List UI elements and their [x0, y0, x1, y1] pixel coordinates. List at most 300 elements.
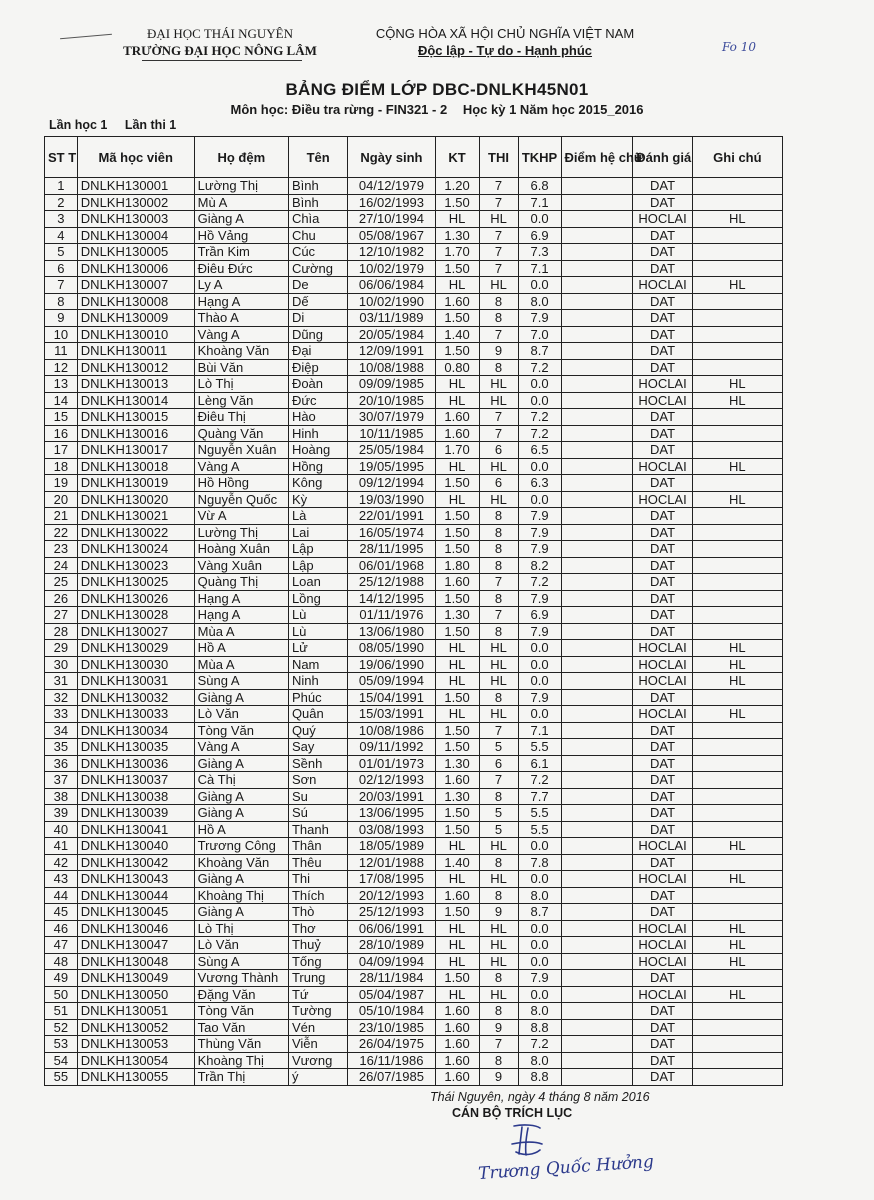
birthdate-cell: 28/11/1995	[348, 541, 435, 558]
stt-cell: 34	[45, 722, 78, 739]
exam-cell: 9	[479, 1069, 518, 1086]
letter-grade-cell	[561, 409, 633, 426]
evaluation-cell: HOCLAI	[633, 376, 692, 393]
kt-cell: 1.60	[435, 574, 479, 591]
kt-cell: 1.60	[435, 1036, 479, 1053]
birthdate-cell: 04/12/1979	[348, 178, 435, 195]
surname-cell: Khoàng Văn	[194, 343, 288, 360]
table-row	[45, 491, 783, 508]
student-id-cell: DNLKH130041	[77, 821, 194, 838]
note-cell	[692, 904, 782, 921]
birthdate-cell: 19/03/1990	[348, 491, 435, 508]
header-surname: Họ đệm	[194, 137, 288, 178]
tkhp-cell: 8.0	[518, 293, 561, 310]
student-id-cell: DNLKH130050	[77, 986, 194, 1003]
birthdate-cell: 05/09/1994	[348, 673, 435, 690]
kt-cell: HL	[435, 937, 479, 954]
evaluation-cell: DAT	[633, 260, 692, 277]
document-title: BẢNG ĐIỂM LỚP DBC-DNLKH45N01	[285, 80, 589, 99]
stt-cell: 39	[45, 805, 78, 822]
exam-cell: 9	[479, 904, 518, 921]
evaluation-cell: DAT	[633, 194, 692, 211]
note-cell	[692, 1036, 782, 1053]
tkhp-cell: 0.0	[518, 937, 561, 954]
evaluation-cell: HOCLAI	[633, 458, 692, 475]
tkhp-cell: 7.1	[518, 260, 561, 277]
kt-cell: 1.70	[435, 244, 479, 261]
letter-grade-cell	[561, 326, 633, 343]
student-id-cell: DNLKH130039	[77, 805, 194, 822]
letter-grade-cell	[561, 970, 633, 987]
given-name-cell: Cường	[288, 260, 347, 277]
stt-cell: 35	[45, 739, 78, 756]
stt-cell: 28	[45, 623, 78, 640]
kt-cell: 1.60	[435, 1019, 479, 1036]
tkhp-cell: 8.2	[518, 557, 561, 574]
kt-cell: 1.60	[435, 1003, 479, 1020]
student-id-cell: DNLKH130010	[77, 326, 194, 343]
attempt-info	[49, 118, 190, 132]
table-row	[45, 673, 783, 690]
evaluation-cell: DAT	[633, 425, 692, 442]
birthdate-cell: 06/06/1984	[348, 277, 435, 294]
student-id-cell: DNLKH130020	[77, 491, 194, 508]
note-cell	[692, 574, 782, 591]
given-name-cell: Nam	[288, 656, 347, 673]
letter-grade-cell	[561, 491, 633, 508]
evaluation-cell: DAT	[633, 1052, 692, 1069]
kt-cell: 1.30	[435, 227, 479, 244]
kt-cell: 1.50	[435, 260, 479, 277]
given-name-cell: Tứ	[288, 986, 347, 1003]
table-row	[45, 887, 783, 904]
header-tkhp: TKHP	[518, 137, 561, 178]
evaluation-cell: DAT	[633, 755, 692, 772]
birthdate-cell: 03/11/1989	[348, 310, 435, 327]
surname-cell: Nguyễn Quốc	[194, 491, 288, 508]
exam-cell: HL	[479, 392, 518, 409]
given-name-cell: Thích	[288, 887, 347, 904]
student-id-cell: DNLKH130023	[77, 557, 194, 574]
surname-cell: Ly A	[194, 277, 288, 294]
student-id-cell: DNLKH130049	[77, 970, 194, 987]
letter-grade-cell	[561, 920, 633, 937]
birthdate-cell: 15/04/1991	[348, 689, 435, 706]
evaluation-cell: DAT	[633, 359, 692, 376]
exam-cell: HL	[479, 491, 518, 508]
table-row	[45, 244, 783, 261]
table-row	[45, 425, 783, 442]
stt-cell: 18	[45, 458, 78, 475]
exam-cell: 7	[479, 409, 518, 426]
note-cell	[692, 178, 782, 195]
table-row	[45, 854, 783, 871]
table-row	[45, 1019, 783, 1036]
birthdate-cell: 09/09/1985	[348, 376, 435, 393]
kt-cell: 1.50	[435, 508, 479, 525]
letter-grade-cell	[561, 359, 633, 376]
note-cell	[692, 1019, 782, 1036]
table-row	[45, 1069, 783, 1086]
given-name-cell: Di	[288, 310, 347, 327]
note-cell	[692, 260, 782, 277]
exam-cell: 7	[479, 227, 518, 244]
letter-grade-cell	[561, 904, 633, 921]
stt-cell: 38	[45, 788, 78, 805]
national-motto: Độc lập - Tự do - Hạnh phúc	[417, 43, 593, 58]
exam-cell: 8	[479, 310, 518, 327]
student-id-cell: DNLKH130030	[77, 656, 194, 673]
birthdate-cell: 08/05/1990	[348, 640, 435, 657]
evaluation-cell: DAT	[633, 904, 692, 921]
given-name-cell: Viễn	[288, 1036, 347, 1053]
tkhp-cell: 6.3	[518, 475, 561, 492]
exam-cell: 7	[479, 326, 518, 343]
letter-grade-cell	[561, 1036, 633, 1053]
tkhp-cell: 7.9	[518, 970, 561, 987]
surname-cell: Lường Thị	[194, 178, 288, 195]
header-evaluation: Đánh giá	[633, 137, 692, 178]
letter-grade-cell	[561, 706, 633, 723]
birthdate-cell: 05/04/1987	[348, 986, 435, 1003]
evaluation-cell: DAT	[633, 739, 692, 756]
tkhp-cell: 7.2	[518, 359, 561, 376]
stt-cell: 40	[45, 821, 78, 838]
table-row	[45, 953, 783, 970]
note-cell	[692, 541, 782, 558]
tkhp-cell: 7.9	[518, 310, 561, 327]
letter-grade-cell	[561, 772, 633, 789]
surname-cell: Vàng Xuân	[194, 557, 288, 574]
kt-cell: 1.50	[435, 970, 479, 987]
kt-cell: 1.60	[435, 887, 479, 904]
kt-cell: 1.50	[435, 805, 479, 822]
birthdate-cell: 28/10/1989	[348, 937, 435, 954]
table-row	[45, 871, 783, 888]
evaluation-cell: HOCLAI	[633, 277, 692, 294]
table-row	[45, 178, 783, 195]
kt-cell: HL	[435, 656, 479, 673]
note-cell: HL	[692, 706, 782, 723]
birthdate-cell: 06/06/1991	[348, 920, 435, 937]
letter-grade-cell	[561, 1069, 633, 1086]
surname-cell: Khoàng Thị	[194, 1052, 288, 1069]
table-row	[45, 689, 783, 706]
exam-cell: HL	[479, 640, 518, 657]
letter-grade-cell	[561, 260, 633, 277]
exam-cell: HL	[479, 673, 518, 690]
birthdate-cell: 22/01/1991	[348, 508, 435, 525]
birthdate-cell: 05/08/1967	[348, 227, 435, 244]
kt-cell: 1.60	[435, 293, 479, 310]
student-id-cell: DNLKH130048	[77, 953, 194, 970]
exam-cell: HL	[479, 986, 518, 1003]
table-header	[45, 137, 783, 178]
stt-cell: 8	[45, 293, 78, 310]
kt-cell: 1.60	[435, 425, 479, 442]
note-cell	[692, 590, 782, 607]
stt-cell: 55	[45, 1069, 78, 1086]
table-row	[45, 838, 783, 855]
student-id-cell: DNLKH130003	[77, 211, 194, 228]
student-id-cell: DNLKH130019	[77, 475, 194, 492]
birthdate-cell: 09/11/1992	[348, 739, 435, 756]
birthdate-cell: 01/01/1973	[348, 755, 435, 772]
surname-cell: Trần Kim	[194, 244, 288, 261]
given-name-cell: Ninh	[288, 673, 347, 690]
evaluation-cell: HOCLAI	[633, 953, 692, 970]
tkhp-cell: 7.9	[518, 524, 561, 541]
nation-name: CỘNG HÒA XÃ HỘI CHỦ NGHĨA VIỆT NAM	[375, 26, 635, 41]
exam-cell: 7	[479, 244, 518, 261]
stt-cell: 48	[45, 953, 78, 970]
surname-cell: Hoàng Xuân	[194, 541, 288, 558]
given-name-cell: Vén	[288, 1019, 347, 1036]
kt-cell: 1.70	[435, 442, 479, 459]
grade-table	[44, 136, 783, 1086]
student-id-cell: DNLKH130026	[77, 590, 194, 607]
exam-cell: 6	[479, 755, 518, 772]
stt-cell: 5	[45, 244, 78, 261]
student-id-cell: DNLKH130005	[77, 244, 194, 261]
tkhp-cell: 8.8	[518, 1069, 561, 1086]
surname-cell: Lò Văn	[194, 706, 288, 723]
exam-cell: 8	[479, 590, 518, 607]
given-name-cell: Trung	[288, 970, 347, 987]
student-id-cell: DNLKH130021	[77, 508, 194, 525]
letter-grade-cell	[561, 887, 633, 904]
stt-cell: 1	[45, 178, 78, 195]
exam-cell: 8	[479, 1003, 518, 1020]
stt-cell: 23	[45, 541, 78, 558]
kt-cell: HL	[435, 706, 479, 723]
tkhp-cell: 0.0	[518, 376, 561, 393]
exam-cell: 8	[479, 508, 518, 525]
note-cell	[692, 293, 782, 310]
study-attempt: Lần học 1	[49, 118, 108, 132]
given-name-cell: Thi	[288, 871, 347, 888]
kt-cell: HL	[435, 871, 479, 888]
given-name-cell: Đại	[288, 343, 347, 360]
tkhp-cell: 0.0	[518, 656, 561, 673]
surname-cell: Giàng A	[194, 871, 288, 888]
evaluation-cell: DAT	[633, 178, 692, 195]
surname-cell: Khoàng Thị	[194, 887, 288, 904]
student-id-cell: DNLKH130008	[77, 293, 194, 310]
stt-cell: 16	[45, 425, 78, 442]
table-row	[45, 986, 783, 1003]
stt-cell: 10	[45, 326, 78, 343]
exam-cell: HL	[479, 376, 518, 393]
note-cell: HL	[692, 838, 782, 855]
given-name-cell: Quý	[288, 722, 347, 739]
exam-cell: 8	[479, 854, 518, 871]
surname-cell: Thùng Văn	[194, 1036, 288, 1053]
table-row	[45, 1003, 783, 1020]
stt-cell: 52	[45, 1019, 78, 1036]
kt-cell: HL	[435, 392, 479, 409]
stt-cell: 44	[45, 887, 78, 904]
student-id-cell: DNLKH130018	[77, 458, 194, 475]
surname-cell: Giàng A	[194, 755, 288, 772]
note-cell	[692, 359, 782, 376]
table-row	[45, 524, 783, 541]
evaluation-cell: HOCLAI	[633, 937, 692, 954]
birthdate-cell: 14/12/1995	[348, 590, 435, 607]
note-cell	[692, 194, 782, 211]
stt-cell: 13	[45, 376, 78, 393]
surname-cell: Vương Thành	[194, 970, 288, 987]
given-name-cell: Lử	[288, 640, 347, 657]
student-id-cell: DNLKH130035	[77, 739, 194, 756]
letter-grade-cell	[561, 1019, 633, 1036]
evaluation-cell: HOCLAI	[633, 656, 692, 673]
note-cell	[692, 310, 782, 327]
stt-cell: 22	[45, 524, 78, 541]
tkhp-cell: 8.8	[518, 1019, 561, 1036]
birthdate-cell: 30/07/1979	[348, 409, 435, 426]
course-subtitle	[0, 102, 874, 117]
note-cell: HL	[692, 920, 782, 937]
exam-cell: 7	[479, 1036, 518, 1053]
exam-cell: HL	[479, 871, 518, 888]
evaluation-cell: DAT	[633, 607, 692, 624]
tkhp-cell: 7.0	[518, 326, 561, 343]
tkhp-cell: 6.1	[518, 755, 561, 772]
tkhp-cell: 0.0	[518, 871, 561, 888]
table-row	[45, 508, 783, 525]
tkhp-cell: 0.0	[518, 211, 561, 228]
birthdate-cell: 12/01/1988	[348, 854, 435, 871]
surname-cell: Thào A	[194, 310, 288, 327]
letter-grade-cell	[561, 755, 633, 772]
tkhp-cell: 7.2	[518, 1036, 561, 1053]
exam-cell: 7	[479, 722, 518, 739]
student-id-cell: DNLKH130052	[77, 1019, 194, 1036]
tkhp-cell: 8.7	[518, 343, 561, 360]
exam-cell: 7	[479, 260, 518, 277]
place-date: Thái Nguyên, ngày 4 tháng 8 năm 2016	[430, 1090, 650, 1104]
birthdate-cell: 26/04/1975	[348, 1036, 435, 1053]
note-cell	[692, 755, 782, 772]
surname-cell: Hồ Vảng	[194, 227, 288, 244]
letter-grade-cell	[561, 590, 633, 607]
exam-cell: HL	[479, 211, 518, 228]
exam-cell: 7	[479, 178, 518, 195]
note-cell	[692, 1052, 782, 1069]
surname-cell: Lèng Văn	[194, 392, 288, 409]
birthdate-cell: 23/10/1985	[348, 1019, 435, 1036]
surname-cell: Lường Thị	[194, 524, 288, 541]
birthdate-cell: 17/08/1995	[348, 871, 435, 888]
surname-cell: Mùa A	[194, 656, 288, 673]
letter-grade-cell	[561, 838, 633, 855]
birthdate-cell: 19/05/1995	[348, 458, 435, 475]
evaluation-cell: DAT	[633, 887, 692, 904]
kt-cell: 1.50	[435, 524, 479, 541]
letter-grade-cell	[561, 986, 633, 1003]
tkhp-cell: 7.3	[518, 244, 561, 261]
letter-grade-cell	[561, 458, 633, 475]
tkhp-cell: 8.0	[518, 1003, 561, 1020]
birthdate-cell: 05/10/1984	[348, 1003, 435, 1020]
letter-grade-cell	[561, 508, 633, 525]
header-kt: KT	[435, 137, 479, 178]
kt-cell: HL	[435, 838, 479, 855]
note-cell: HL	[692, 211, 782, 228]
tkhp-cell: 0.0	[518, 491, 561, 508]
given-name-cell: Đức	[288, 392, 347, 409]
exam-cell: 8	[479, 293, 518, 310]
tkhp-cell: 5.5	[518, 821, 561, 838]
tkhp-cell: 7.2	[518, 425, 561, 442]
student-id-cell: DNLKH130025	[77, 574, 194, 591]
given-name-cell: Là	[288, 508, 347, 525]
given-name-cell: Thân	[288, 838, 347, 855]
student-id-cell: DNLKH130047	[77, 937, 194, 954]
birthdate-cell: 28/11/1984	[348, 970, 435, 987]
student-id-cell: DNLKH130014	[77, 392, 194, 409]
tkhp-cell: 7.9	[518, 590, 561, 607]
evaluation-cell: DAT	[633, 970, 692, 987]
letter-grade-cell	[561, 788, 633, 805]
note-cell	[692, 788, 782, 805]
stt-cell: 26	[45, 590, 78, 607]
given-name-cell: Hoàng	[288, 442, 347, 459]
kt-cell: 1.60	[435, 772, 479, 789]
note-cell	[692, 326, 782, 343]
header-given-name: Tên	[288, 137, 347, 178]
exam-cell: 7	[479, 574, 518, 591]
tkhp-cell: 0.0	[518, 986, 561, 1003]
given-name-cell: Lập	[288, 557, 347, 574]
evaluation-cell: HOCLAI	[633, 706, 692, 723]
evaluation-cell: DAT	[633, 1036, 692, 1053]
kt-cell: 1.40	[435, 326, 479, 343]
table-row	[45, 541, 783, 558]
student-id-cell: DNLKH130029	[77, 640, 194, 657]
tkhp-cell: 6.9	[518, 227, 561, 244]
student-id-cell: DNLKH130034	[77, 722, 194, 739]
surname-cell: Vàng A	[194, 739, 288, 756]
table-row	[45, 722, 783, 739]
exam-cell: 6	[479, 442, 518, 459]
kt-cell: 1.50	[435, 475, 479, 492]
surname-cell: Khoàng Văn	[194, 854, 288, 871]
kt-cell: 1.40	[435, 854, 479, 871]
letter-grade-cell	[561, 244, 633, 261]
evaluation-cell: DAT	[633, 524, 692, 541]
evaluation-cell: DAT	[633, 508, 692, 525]
note-cell	[692, 409, 782, 426]
exam-cell: 8	[479, 1052, 518, 1069]
letter-grade-cell	[561, 541, 633, 558]
student-id-cell: DNLKH130001	[77, 178, 194, 195]
student-id-cell: DNLKH130037	[77, 772, 194, 789]
evaluation-cell: DAT	[633, 722, 692, 739]
birthdate-cell: 18/05/1989	[348, 838, 435, 855]
stt-cell: 2	[45, 194, 78, 211]
surname-cell: Tòng Văn	[194, 722, 288, 739]
surname-cell: Mù A	[194, 194, 288, 211]
letter-grade-cell	[561, 937, 633, 954]
header-letter-grade: Điểm hệ chữ	[561, 137, 633, 178]
kt-cell: 1.50	[435, 310, 479, 327]
given-name-cell: Bình	[288, 194, 347, 211]
given-name-cell: Đoàn	[288, 376, 347, 393]
school-name: TRƯỜNG ĐẠI HỌC NÔNG LÂM	[123, 43, 317, 58]
exam-cell: 9	[479, 1019, 518, 1036]
